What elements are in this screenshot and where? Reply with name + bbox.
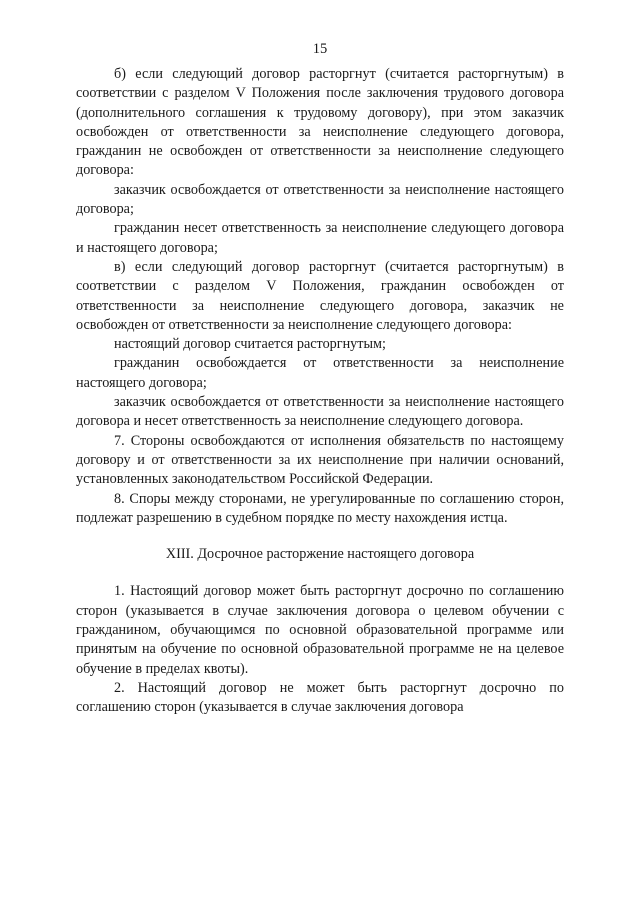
page-number: 15 <box>312 41 328 57</box>
paragraph-customer-released-and-liable: заказчик освобождается от ответственности за неисполнение настоящего договора и несет ответственность за неисполнение следующего договора. <box>76 394 564 430</box>
document-body <box>76 65 564 718</box>
paragraph-b-terminated-after-labor-contract: б) если следующий договор расторгнут (считается расторгнутым) в соответствии с разделом V Положения после заключения трудового договора (дополнительного соглашения к трудовому договору), при этом заказчик освобожден от ответственности за неисполнение следующего договора, гражданин не освобожден от ответственности за неисполнение следующего договора: <box>76 66 564 179</box>
paragraph-customer-released: заказчик освобождается от ответственности за неисполнение настоящего договора; <box>76 181 564 218</box>
paragraph-v-terminated-per-section-v: в) если следующий договор расторгнут (считается расторгнутым) в соответствии с разделом V Положения, гражданин освобожден от ответственности за неисполнение следующего договора, заказчик не освобожден от ответственности за неисполнение следующего договора: <box>76 258 564 333</box>
paragraph-xiii-item-2: 2. Настоящий договор не может быть расторгнут досрочно по соглашению сторон (указывается в случае заключения договора <box>76 679 564 716</box>
section-heading-xiii: XIII. Досрочное расторжение настоящего договора <box>165 546 475 563</box>
paragraph-item-8-disputes: 8. Споры между сторонами, не урегулированные по соглашению сторон, подлежат разрешению в судебном порядке по месту нахождения истца. <box>76 490 564 526</box>
paragraph-contract-considered-terminated: настоящий договор считается расторгнутым; <box>114 336 386 353</box>
paragraph-citizen-released: гражданин освобождается от ответственности за неисполнение настоящего договора; <box>76 355 564 391</box>
paragraph-citizen-liable: гражданин несет ответственность за неисполнение следующего договора и настоящего договора; <box>76 220 564 256</box>
paragraph-item-7-force-majeure: 7. Стороны освобождаются от исполнения обязательств по настоящему договору и от ответственности за их неисполнение при наличии оснований, установленных законодательством Российской Федерации. <box>76 432 564 488</box>
paragraph-xiii-item-1: 1. Настоящий договор может быть расторгнут досрочно по соглашению сторон (указывается в случае заключения договора о целевом обучении с гражданином, обучающимся по основной образовательной программе или принятым на обучение по основной образовательной программе не на целевое обучение в пределах квоты). <box>76 583 564 677</box>
